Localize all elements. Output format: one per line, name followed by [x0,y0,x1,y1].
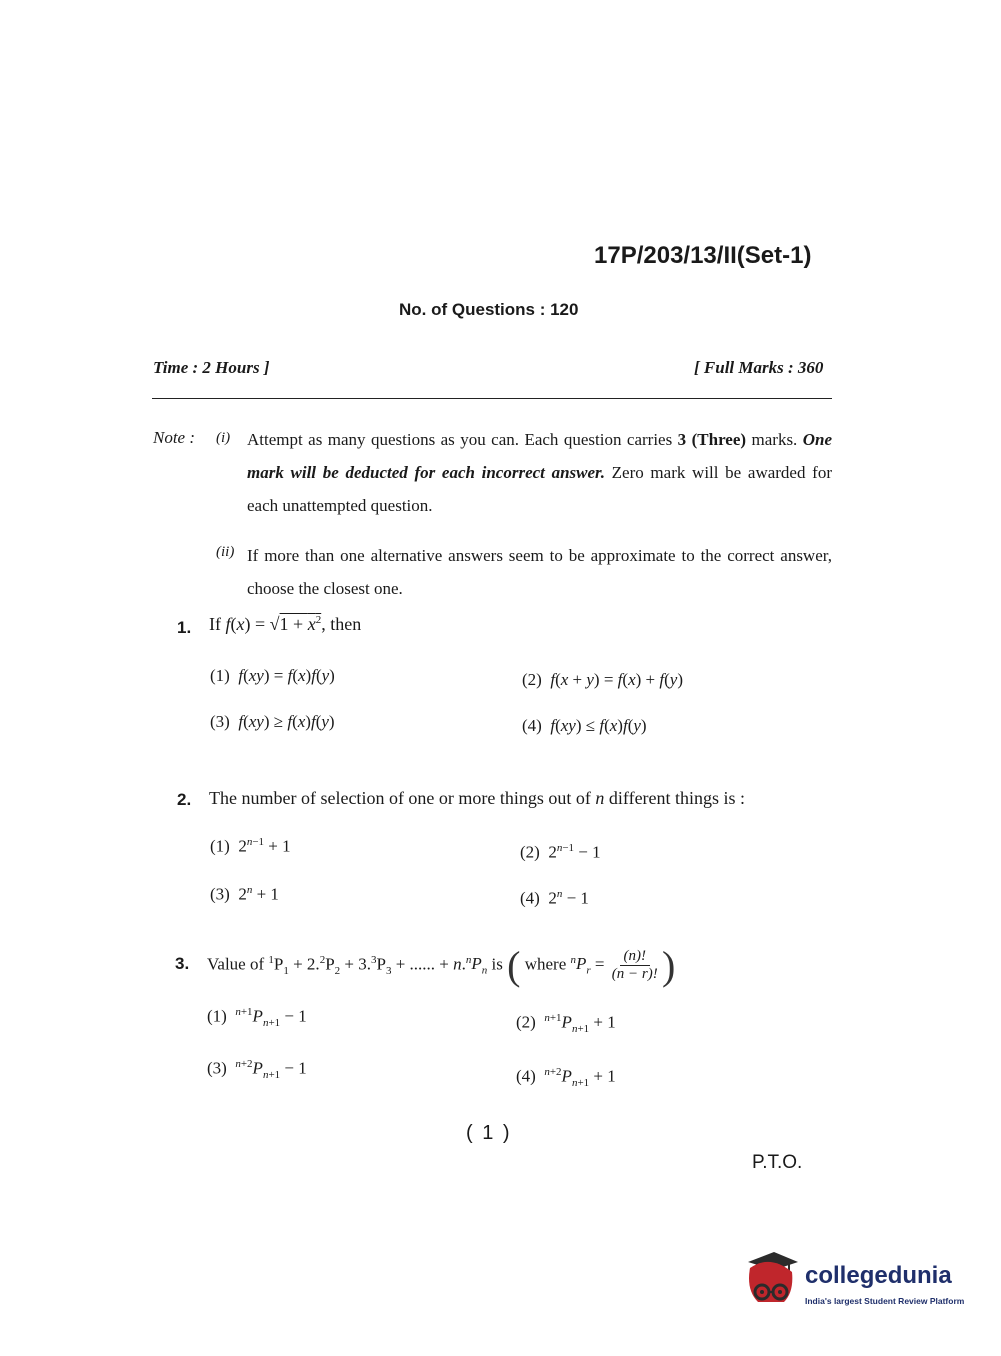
question-2-text: The number of selection of one or more things out of n different things is : [209,788,746,808]
note-item1-d: One mark will be deducted for each incorrect answer. [247,430,833,482]
option[interactable]: (1) $2^{n-1} + 1$ [210,836,291,856]
note-item2: If more than one alternative answers seem to be approximate to the correct answer, choose the closest one. [247,546,832,598]
option-marker: (4) [520,888,540,908]
question-1-text-a: If [209,614,221,634]
fraction: $\frac{(n)!}{(n - r)!}$ [611,948,658,982]
option[interactable]: (4) $2^n - 1$ [520,888,589,908]
option-marker: (3) [210,884,230,904]
question-3-where: where [524,954,567,974]
question-3-text-a: Value of [207,954,265,974]
option-marker: (3) [207,1058,227,1078]
option[interactable]: (1) f(xy) = f(x)f(y) [210,666,335,685]
note-item1-a: Attempt as many questions as you can. Each question carries [247,430,673,449]
note-item1-e: Zero mark will be awarded for each unattempted question. [247,463,832,515]
option-marker: (4) [516,1066,536,1086]
question-1-text-b: then [330,614,362,634]
option-marker: (1) [210,836,230,856]
number-of-questions: No. of Questions : 120 [399,300,579,319]
option-marker: (2) [520,842,540,862]
question-2-text-end: different things is : [608,788,746,808]
question-3-text: Value of $^1P_1 + 2.^2P_2 + 3.^3P_3$ + ...... + $n.^nP_n$ is ( where $^nP_r$ = $\frac{(n)!}{(n - r)!}$ ) [207,943,676,988]
option[interactable]: (4) $^{n+2}P_{n+1} + 1$ [516,1066,616,1090]
option[interactable]: (3) $2^n + 1$ [210,884,279,904]
option-marker: (1) [207,1006,227,1026]
question-number: 1. [177,618,192,637]
note-item1 [247,423,832,522]
header-divider [152,398,832,399]
note-label: Note : [153,428,196,447]
page-number: ( 1 ) [466,1122,512,1144]
option[interactable]: (3) f(xy) ≥ f(x)f(y) [210,712,335,731]
option[interactable]: (4) f(xy) ≤ f(x)f(y) [522,716,647,735]
option[interactable]: (3) $^{n+2}P_{n+1} - 1$ [207,1058,307,1082]
brand-name: collegedunia [805,1262,952,1289]
time-allowed: Time : 2 Hours ] [153,358,270,377]
option[interactable]: (1) $^{n+1}P_{n+1} - 1$ [207,1006,307,1030]
note-item1-b: 3 (Three) [677,430,747,449]
option-marker: (1) [210,666,230,685]
note-item2-marker: (ii) [216,544,235,560]
option-marker: (3) [210,712,230,731]
option[interactable]: (2) $2^{n-1} - 1$ [520,842,601,862]
option[interactable]: (2) $^{n+1}P_{n+1} + 1$ [516,1012,616,1036]
option-marker: (2) [522,670,542,689]
option-marker: (2) [516,1012,536,1032]
option[interactable]: (2) f(x + y) = f(x) + f(y) [522,670,683,689]
question-number: 3. [175,954,190,973]
option-marker: (4) [522,716,542,735]
pto-label: P.T.O. [752,1152,803,1173]
full-marks: [ Full Marks : 360 [694,358,824,377]
question-1-text: If $f(x) = √1 + x^2$, then [209,614,362,634]
question-number: 2. [177,790,192,809]
paper-code: 17P/203/13/II(Set-1) [594,242,812,269]
brand-tagline: India's largest Student Review Platform [805,1296,965,1306]
question-3-text-b: is [491,954,503,974]
note-item1-marker: (i) [216,430,231,446]
mascot-logo-icon [740,1250,802,1314]
question-2-text-main: The number of selection of one or more things out of [209,788,591,808]
note-item1-c: marks. [751,430,798,449]
